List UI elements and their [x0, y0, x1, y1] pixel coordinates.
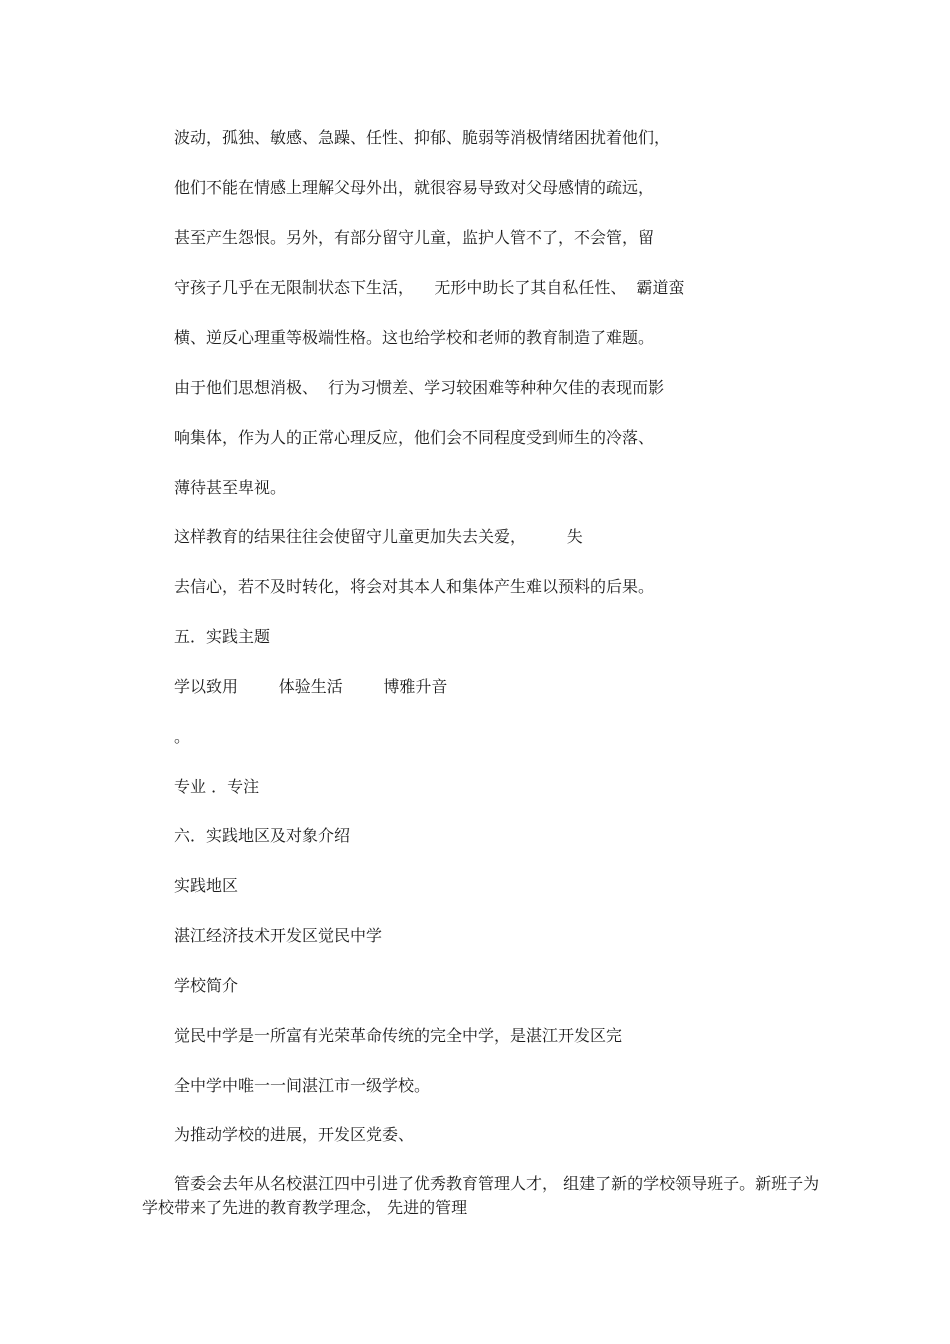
school-intro-line-2: 全中学中唯一一间湛江市一级学校。 [174, 1076, 431, 1095]
text-line-2: 他们不能在情感上理解父母外出，就很容易导致对父母感情的疏远， [174, 178, 655, 197]
text-line-professional: 专业 ．专注 [174, 777, 260, 796]
final-paragraph: 管委会去年从名校湛江四中引进了优秀教育管理人才， 组建了新的学校领导班子。新班子为学校带来了先进的教育教学理念， 先进的管理 [142, 1174, 820, 1217]
text-line-9: 这样教育的结果往往会使留守儿童更加失去关爱， 失 [174, 527, 583, 546]
text-line-4: 守孩子几乎在无限制状态下生活， 无形中助长了其自私任性、 霸道蛮 [174, 278, 685, 297]
text-line-3: 甚至产生怨恨。另外，有部分留守儿童，监护人管不了，不会管，留 [174, 228, 655, 247]
text-line-1: 波动，孤独、敏感、急躁、任性、抑郁、脆弱等消极情绪困扰着他们， [174, 128, 671, 147]
text-line-period: 。 [174, 727, 191, 746]
subheading-practice-area: 实践地区 [174, 876, 239, 895]
school-name: 湛江经济技术开发区觉民中学 [174, 926, 383, 945]
section-heading-practice-area: 六．实践地区及对象介绍 [174, 826, 351, 845]
text-line-10: 去信心，若不及时转化，将会对其本人和集体产生难以预料的后果。 [174, 577, 655, 596]
practice-theme-items: 学以致用 体验生活 博雅升音 [174, 677, 448, 696]
school-intro-line-1: 觉民中学是一所富有光荣革命传统的完全中学，是湛江开发区完 [174, 1026, 623, 1045]
text-line-5: 横、逆反心理重等极端性格。这也给学校和老师的教育制造了难题。 [174, 328, 655, 347]
subheading-school-intro: 学校简介 [174, 976, 239, 995]
school-intro-line-3: 为推动学校的进展，开发区党委、 [174, 1125, 415, 1144]
text-line-7: 响集体，作为人的正常心理反应，他们会不同程度受到师生的冷落、 [174, 428, 655, 447]
text-line-6: 由于他们思想消极、 行为习惯差、学习较困难等种种欠佳的表现而影 [174, 378, 665, 397]
section-heading-practice-theme: 五．实践主题 [174, 627, 271, 646]
text-line-8: 薄待甚至卑视。 [174, 478, 287, 497]
